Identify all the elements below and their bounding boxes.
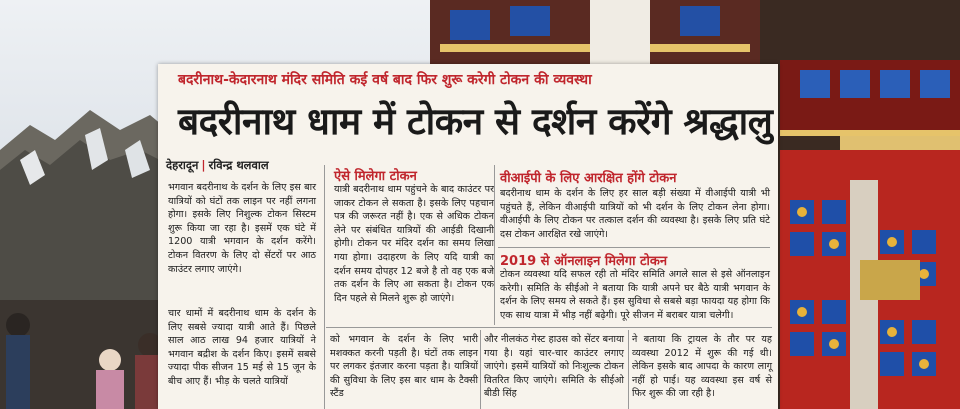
continued-column-3: ने बताया कि ट्रायल के तौर पर यह व्यवस्था 2012 में शुरू की गई थी। लेकिन इसके बाद आपदा के कारण लागू नहीं हो पाई। यह व्यवस्था इस वर्ष से फिर शुरू की जा रही है। bbox=[632, 334, 772, 400]
column-1-text: भगवान बदरीनाथ के दर्शन के लिए इस बार यात्रियों को घंटों तक लाइन पर नहीं लगना होगा। इसके लिए निशुल्क टोकन सिस्टम शुरू किया जा रहा है। इसमें एक घंटे में 1200 यात्री भगवान के दर्शन करेंगे। टोकन वितरण के लिए दो सेंटरों पर आठ काउंटर लगाए जाएंगे। bbox=[168, 182, 316, 275]
section-2-heading: वीआईपी के लिए आरक्षित होंगे टोकन bbox=[500, 171, 677, 186]
continued-column-1: को भगवान के दर्शन के लिए भारी मशक्कत करनी पड़ती है। घंटों तक लाइन पर लगकर इंतजार करना पड़ता है। यात्रियों की सुविधा के लिए इस बार धाम के टैक्सी स्टैंड bbox=[330, 334, 478, 400]
section-1-heading: ऐसे मिलेगा टोकन bbox=[334, 169, 417, 184]
column-divider bbox=[480, 330, 481, 409]
section-3-text: टोकन व्यवस्था यदि सफल रही तो मंदिर समिति अगले साल से इसे ऑनलाइन करेगी। समिति के सीईओ ने बताया कि यात्री अपने घर बैठे यात्री भगवान के दर्शन के लिए समय ले सकते हैं। इस सुविधा से सबसे बड़ा फायदा यह होगा कि एक साथ यात्रा में भीड़ नहीं बढ़ेगी। पूरे सीजन में बराबर यात्रा चलेगी। bbox=[500, 269, 770, 321]
article-kicker: बदरीनाथ-केदारनाथ मंदिर समिति कई वर्ष बाद फिर शुरू करेगी टोकन की व्यवस्था bbox=[178, 72, 592, 88]
column-divider bbox=[628, 330, 629, 409]
continued-column-2: और नीलकंठ गेस्ट हाउस को सेंटर बनाया गया है। यहां चार-चार काउंटर लगाए जाएंगे। इसमें यात्रियों को निःशुल्क टोकन वितरित किए जाएंगे। समिति के सीईओ बीडी सिंह bbox=[484, 334, 624, 400]
byline-place: देहरादून bbox=[166, 158, 199, 172]
byline-separator: | bbox=[201, 158, 206, 172]
article-headline: बदरीनाथ धाम में टोकन से दर्शन करेंगे श्रद्धालु bbox=[178, 100, 773, 143]
column-1-text-continued: चार धामों में बदरीनाथ धाम के दर्शन के लिए सबसे ज्यादा यात्री आते हैं। पिछले साल आठ लाख 94 हजार यात्रियों ने भगवान बद्रीश के दर्शन किए। इसमें सबसे ज्यादा पीक सीजन 15 मई से 15 जून के बीच आए हैं। भीड़ के चलते यात्रियों bbox=[168, 308, 316, 387]
section-divider bbox=[498, 247, 770, 248]
article-byline bbox=[166, 158, 269, 173]
byline-author: रविन्द्र थलवाल bbox=[208, 158, 269, 172]
section-3-heading: 2019 से ऑनलाइन मिलेगा टोकन bbox=[500, 254, 668, 269]
column-divider bbox=[494, 165, 495, 325]
column-divider bbox=[324, 165, 325, 409]
section-2-text: बदरीनाथ धाम के दर्शन के लिए हर साल बड़ी संख्या में वीआईपी यात्री भी पहुंचते हैं, लेकिन वीआईपी यात्रियों को भी दर्शन के लिए टोकन लेना होगा। वीआईपी के लिए टोकन पर तत्काल दर्शन की व्यवस्था है। इसके लिए प्रति घंटे दस टोकन आरक्षित रखे जाएंगे। bbox=[500, 188, 770, 240]
row-divider bbox=[326, 327, 772, 328]
section-1-text: यात्री बदरीनाथ धाम पहुंचने के बाद काउंटर पर जाकर टोकन ले सकता है। इसके लिए पहचान पत्र की जरूरत नहीं है। एक से अधिक टोकन लेने पर संबंधित यात्रियों की आईडी दिखानी होगी। टोकन पर मंदिर दर्शन का समय लिखा गया होगा। उदाहरण के लिए यदि यात्री का दर्शन समय दोपहर 12 बजे है तो वह एक बजे तक दर्शन के लिए आ सकता है। टोकन एक दिन पहले से मिलने शुरू हो जाएंगे। bbox=[334, 184, 494, 304]
